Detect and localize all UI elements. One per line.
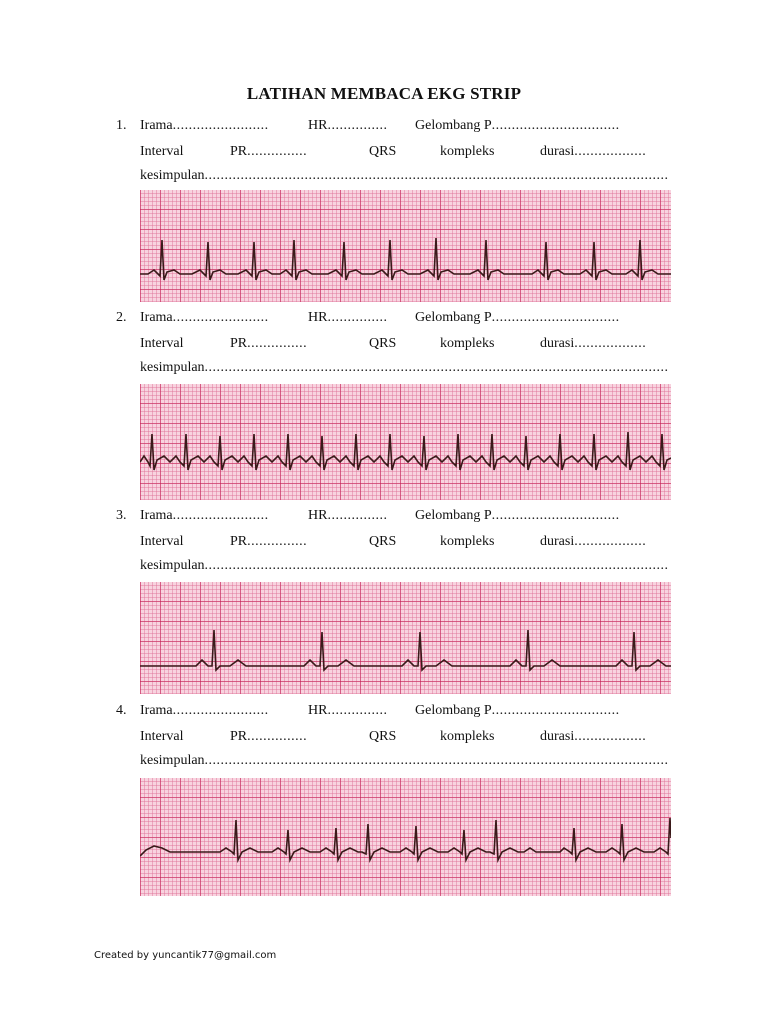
line-interval [140,729,674,749]
blank-hr: ............... [327,118,388,133]
ekg-strip-2 [140,384,671,500]
blank-pr: ............... [247,729,308,744]
label-kesimpulan: kesimpulan [140,360,205,375]
ekg-strip-1 [140,190,671,302]
line-irama-hr-p [140,310,674,330]
ekg-strip-4 [140,778,671,896]
exercise-number: 3. [116,508,127,523]
label-hr: HR [308,703,328,718]
blank-kesimpulan: .................................................................................................................... [204,360,669,375]
blank-gelombang-p: ................................ [491,310,620,325]
blank-irama: ........................ [172,703,269,718]
label-interval: Interval [140,534,184,549]
label-irama: Irama [140,118,173,133]
line-irama-hr-p [140,703,674,723]
blank-pr: ............... [247,534,308,549]
blank-gelombang-p: ................................ [491,703,620,718]
label-interval: Interval [140,144,184,159]
ekg-trace-2 [140,384,671,500]
label-kompleks: kompleks [440,336,495,351]
blank-hr: ............... [327,310,388,325]
label-hr: HR [308,310,328,325]
label-pr: PR [230,144,248,159]
label-kompleks: kompleks [440,534,495,549]
ekg-strip-3 [140,582,671,694]
blank-durasi: .................. [574,729,647,744]
label-hr: HR [308,508,328,523]
line-interval [140,144,674,164]
label-durasi: durasi [540,336,575,351]
label-kompleks: kompleks [440,144,495,159]
label-kesimpulan: kesimpulan [140,753,205,768]
line-kesimpulan [140,360,674,380]
exercise-number: 2. [116,310,127,325]
ekg-trace-3 [140,582,671,694]
blank-kesimpulan: .................................................................................................................... [204,168,669,183]
blank-kesimpulan: .................................................................................................................... [204,753,669,768]
page-title: LATIHAN MEMBACA EKG STRIP [246,84,522,103]
label-interval: Interval [140,336,184,351]
line-kesimpulan [140,753,674,773]
label-irama: Irama [140,703,173,718]
exercise-number: 1. [116,118,127,133]
label-durasi: durasi [540,729,575,744]
exercise-number: 4. [116,703,127,718]
label-gelombang-p: Gelombang P [415,703,492,718]
ekg-trace-4 [140,778,671,896]
label-durasi: durasi [540,144,575,159]
label-qrs: QRS [369,144,397,159]
blank-irama: ........................ [172,118,269,133]
line-interval [140,336,674,356]
label-kompleks: kompleks [440,729,495,744]
footer-credit: Created by yuncantik77@gmail.com [94,950,277,961]
blank-durasi: .................. [574,336,647,351]
label-qrs: QRS [369,336,397,351]
line-kesimpulan [140,558,674,578]
blank-pr: ............... [247,144,308,159]
blank-irama: ........................ [172,310,269,325]
label-gelombang-p: Gelombang P [415,118,492,133]
line-kesimpulan [140,168,674,188]
blank-durasi: .................. [574,534,647,549]
label-pr: PR [230,729,248,744]
blank-durasi: .................. [574,144,647,159]
blank-gelombang-p: ................................ [491,118,620,133]
label-durasi: durasi [540,534,575,549]
label-irama: Irama [140,310,173,325]
blank-hr: ............... [327,508,388,523]
label-gelombang-p: Gelombang P [415,310,492,325]
blank-kesimpulan: .................................................................................................................... [204,558,669,573]
blank-hr: ............... [327,703,388,718]
label-kesimpulan: kesimpulan [140,168,205,183]
line-irama-hr-p [140,118,674,138]
label-irama: Irama [140,508,173,523]
label-gelombang-p: Gelombang P [415,508,492,523]
line-irama-hr-p [140,508,674,528]
label-kesimpulan: kesimpulan [140,558,205,573]
label-qrs: QRS [369,729,397,744]
label-interval: Interval [140,729,184,744]
blank-pr: ............... [247,336,308,351]
ekg-trace-1 [140,190,671,302]
label-hr: HR [308,118,328,133]
blank-gelombang-p: ................................ [491,508,620,523]
label-pr: PR [230,336,248,351]
line-interval [140,534,674,554]
label-pr: PR [230,534,248,549]
blank-irama: ........................ [172,508,269,523]
label-qrs: QRS [369,534,397,549]
